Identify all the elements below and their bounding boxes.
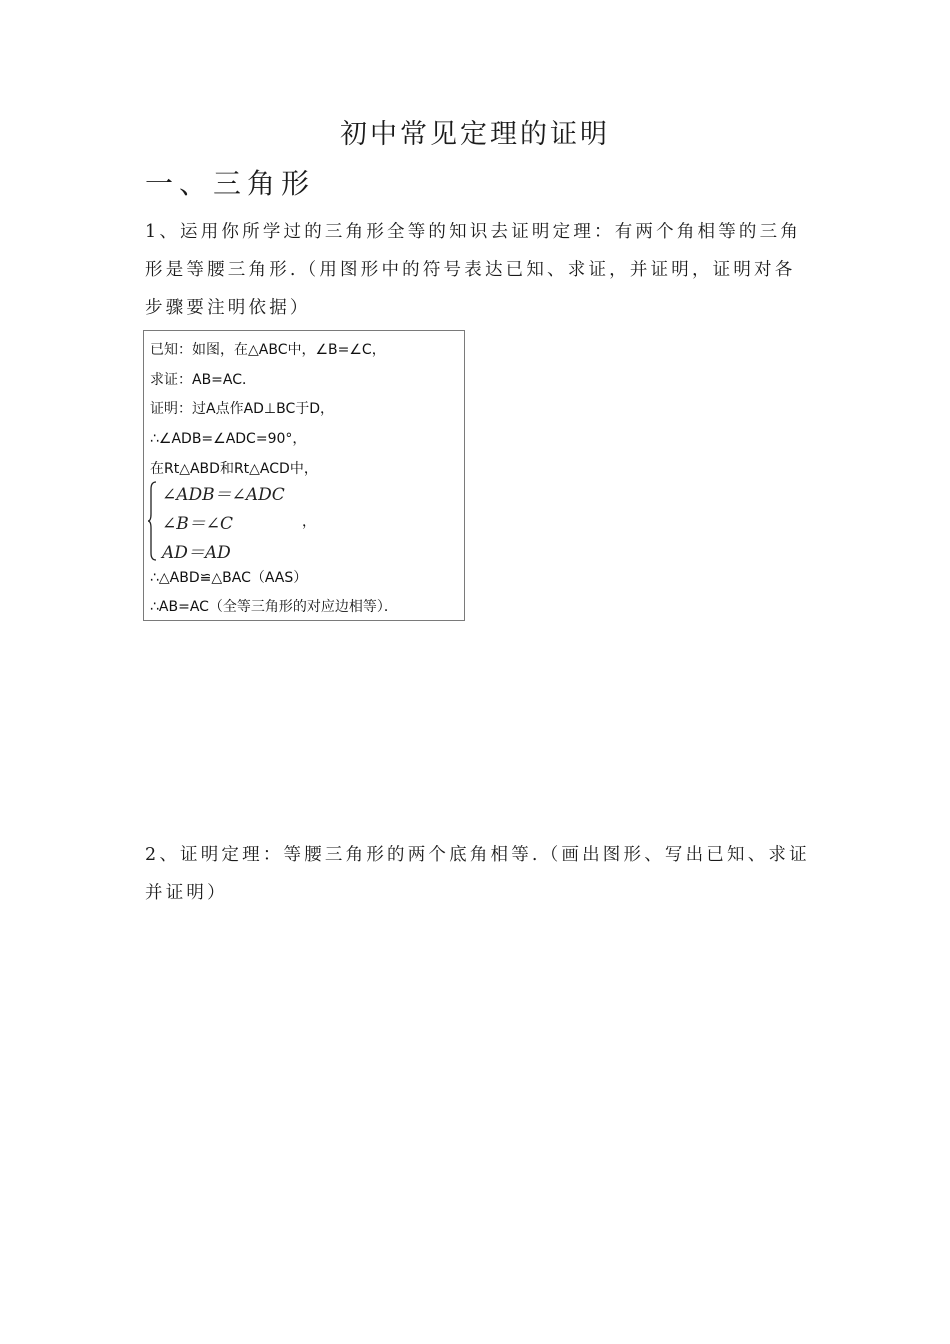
system-line-2: ∠B＝∠C: [162, 514, 233, 534]
proof-box: [143, 330, 465, 621]
page-title: 初中常见定理的证明: [340, 119, 610, 150]
section-heading: 一、三角形: [145, 167, 316, 200]
proof-right-angles: ∴∠ADB=∠ADC=90°，: [150, 431, 307, 447]
system-line-3: AD＝AD: [162, 543, 231, 563]
proof-conclusion: ∴AB=AC（全等三角形的对应边相等）．: [150, 599, 398, 615]
proof-congruent: ∴△ABD≌△BAC（AAS）: [150, 570, 308, 586]
question-2: 2、证明定理：等腰三角形的两个底角相等.（画出图形、写出已知、求证并证明）: [145, 845, 810, 903]
system-comma: ，: [302, 514, 316, 530]
left-brace-icon: [147, 481, 157, 561]
proof-start: 证明：过A点作AD⊥BC于D，: [150, 401, 335, 417]
system-line-1: ∠ADB＝∠ADC: [162, 485, 285, 505]
question-1: 1、运用你所学过的三角形全等的知识去证明定理：有两个角相等的三角形是等腰三角形.（用图形中的符号表达已知、求证，并证明，证明对各步骤要注明依据）: [145, 222, 802, 318]
proof-to-prove: 求证：AB=AC．: [150, 372, 257, 388]
proof-given: 已知：如图，在△ABC中，∠B=∠C，: [150, 342, 386, 358]
proof-triangles: 在Rt△ABD和Rt△ACD中，: [150, 461, 318, 477]
